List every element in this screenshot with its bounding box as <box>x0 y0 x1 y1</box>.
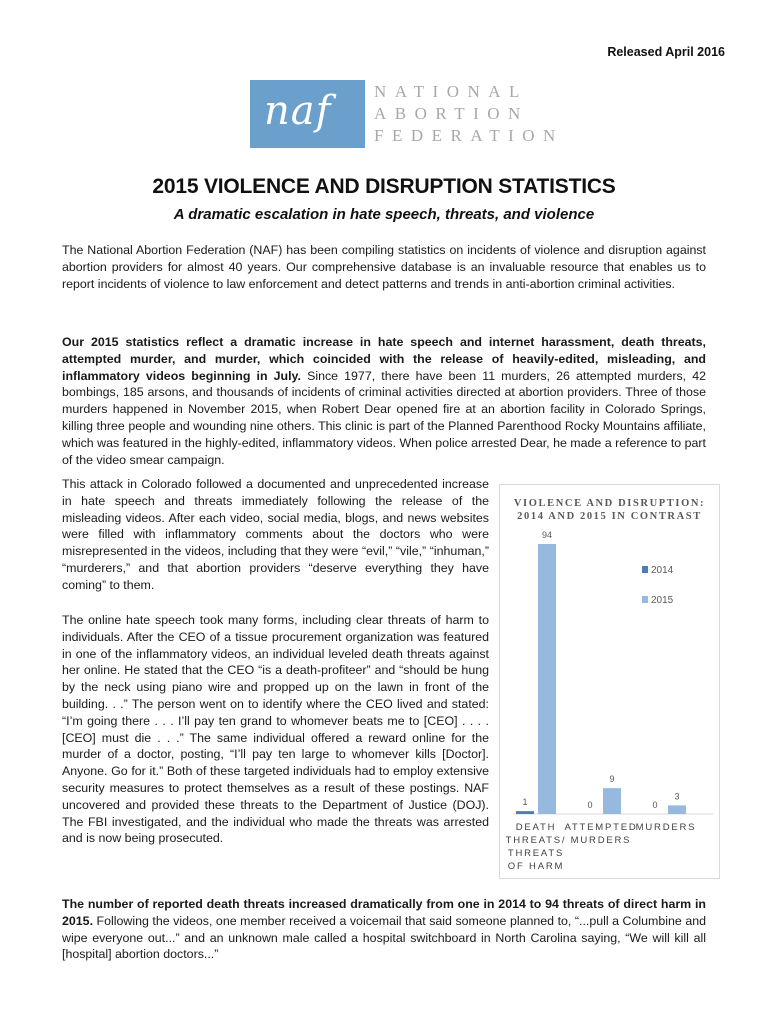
category-label: MURDERS <box>635 822 697 833</box>
violence-chart <box>499 484 720 879</box>
paragraph-intro: The National Abortion Federation (NAF) has been compiling statistics on incidents of violence and disruption against abortion providers for almost 40 years. Our comprehensive database is an invaluable resource that enables us to report incidents of violence to law enforcement and detect patterns and trends in anti-abortion criminal activities. <box>62 243 706 291</box>
document-title: 2015 VIOLENCE AND DISRUPTION STATISTICS <box>152 175 616 198</box>
logo-wordmark <box>374 81 564 147</box>
logo-mark <box>250 80 365 148</box>
paragraph-lead-bold: The number of reported death threats increased dramatically from one in 2014 to 94 threats of direct harm in 2015. <box>62 897 706 928</box>
logo-word: FEDERATION <box>374 126 564 145</box>
category-label: DEATH <box>515 822 557 833</box>
data-label-2015: 94 <box>541 530 553 540</box>
paragraph-2015-statistics <box>62 334 706 468</box>
data-label-2014: 0 <box>652 800 658 810</box>
category-label: OF HARM <box>507 861 565 872</box>
logo-word: ABORTION <box>374 104 529 123</box>
data-label-2015: 3 <box>674 791 680 802</box>
paragraph-lead-bold: Our 2015 statistics reflect a dramatic increase in hate speech and internet harassment, death threats, attempted murder, and murder, which coincided with the release of heavily-edited, misleading, and inflammatory videos beginning in July. <box>62 335 706 383</box>
data-label-2015: 9 <box>609 774 615 785</box>
paragraph-body: Since 1977, there have been 11 murders, 26 attempted murders, 42 bombings, 185 arsons, and thousands of incidents of criminal activities directed at abortion providers. Three of those murders happened in November 2015, when Robert Dear opened fire at an abortion facility in Colorado Springs, killing three people and wounding nine others. This clinic is part of the Planned Parenthood Rocky Mountains affiliate, which was featured in the highly-edited, inflammatory videos. When police arrested Dear, he made a reference to part of the video smear campaign. <box>62 368 706 467</box>
legend-swatch-2014 <box>642 566 648 573</box>
data-label-2014: 1 <box>522 797 528 808</box>
logo-mark-text: naf <box>264 88 332 134</box>
document-subtitle: A dramatic escalation in hate speech, threats, and violence <box>173 206 595 223</box>
legend-label-2014: 2014 <box>651 565 674 576</box>
bar-2014 <box>516 811 534 814</box>
paragraph-death-threats <box>62 896 706 963</box>
bar-2015 <box>668 805 686 814</box>
bar-2015 <box>538 544 556 814</box>
bar-2015 <box>603 788 621 814</box>
chart-title-line: 2014 AND 2015 IN CONTRAST <box>517 511 702 522</box>
naf-logo <box>250 80 564 150</box>
data-label-2014: 0 <box>587 800 593 810</box>
paragraph-colorado-attack: This attack in Colorado followed a documented and unprecedented increase in hate speech and threats immediately following the release of the misleading videos. After each video, social media, blogs, and news websites were filled with inflammatory comments about the doctors who were misrepresented in the videos, including that they were “evil,” “vile,” “inhuman,” “murderers,” and that abortion providers “deserve everything they have coming” to them. <box>62 477 489 592</box>
legend-swatch-2015 <box>642 596 648 603</box>
paragraph-body: Following the videos, one member received a voicemail that said someone planned to, “...pull a Columbine and wipe everyone out...” and an unknown male called a hospital switchboard in North Carolina saying, “We will kill all [hospital] abortion doctors...” <box>62 913 706 962</box>
logo-word: NATIONAL <box>374 82 528 101</box>
legend-label-2015: 2015 <box>651 595 674 606</box>
chart-plot <box>500 485 721 880</box>
category-label: THREATS/ <box>505 835 567 846</box>
category-label: ATTEMPTED <box>564 822 638 833</box>
category-label: MURDERS <box>570 835 632 846</box>
release-date: Released April 2016 <box>607 45 725 59</box>
paragraph-online-hate-speech: The online hate speech took many forms, including clear threats of harm to individuals. After the CEO of a tissue procurement organization was featured in one of the inflammatory videos, an individual leveled death threats against her online. He stated that the CEO “is a death-profiteer” and “should be hung by the neck using piano wire and propped up on the lawn in front of the building. . .” The person went on to identify where the CEO lived and stated: “I’m going there . . . I’ll pay ten grand to whomever beats me to [CEO] . . . . [CEO] must die . . .” The same individual offered a reward online for the murder of a doctor, posting, “I’ll pay ten large to whomever kills [Doctor]. Anyone. Go for it.” Both of these targeted individuals had to employ extensive security measures to protect themselves as a result of these postings. NAF uncovered and provided these threats to the Department of Justice (DOJ). The FBI investigated, and the individual who made the threats was arrested and is now being prosecuted. <box>62 613 489 846</box>
category-label: THREATS <box>507 848 565 859</box>
chart-title-line: VIOLENCE AND DISRUPTION: <box>513 498 706 509</box>
